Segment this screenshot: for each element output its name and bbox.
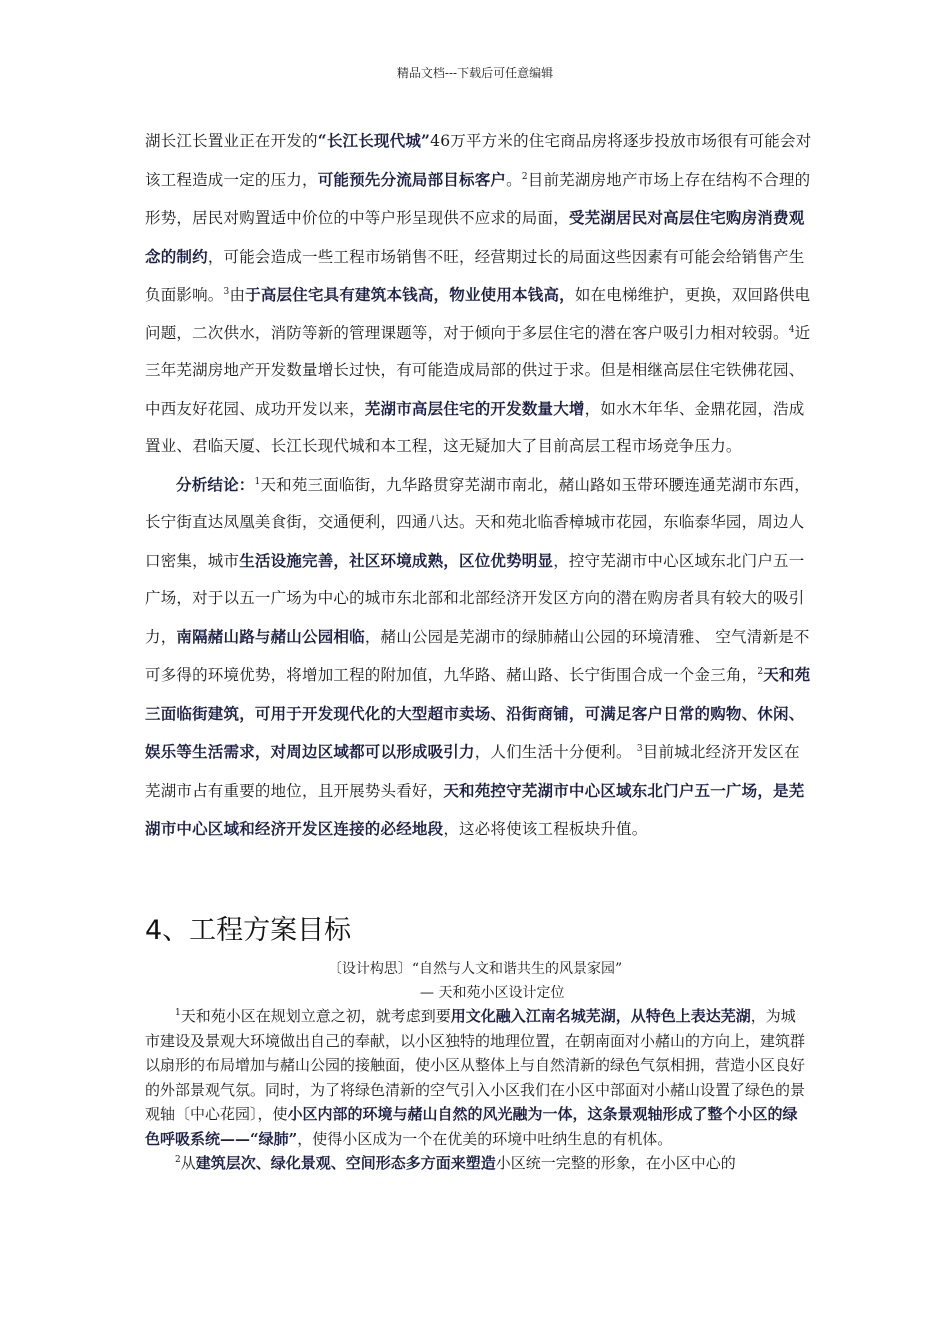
design-concept-subtitle: — 天和苑小区设计定位 — [420, 985, 565, 1001]
design-concept-title: 〔设计构思〕“自然与人文和谐共生的风景家园” — [327, 961, 623, 977]
page-header: 精品文档---下载后可任意编辑 — [396, 66, 554, 80]
paragraph-design-1: $^1$天和苑小区在规划立意之初，就考虑到要用文化融入江南名城芜湖，从特色上表达芜湖，为城市建设及景观大环境做出自己的奉献，以小区独特的地理位置，在朝南面对小赭山的方向上，建筑群以扇形的布局增加与赭山公园的接触面，使小区从整体上与自然清新的绿色气氛相拥，营造小区良好的外部景观气氛。同时，为了将绿色清新的空气引入小区我们在小区中部面对小赭山设置了绿色的景观轴〔中心花园〕，使小区内部的环境与赭山自然的风光融为一体，这条景观轴形成了整个小区的绿色呼吸系统——“绿肺”，使得小区成为一个在优美的环境中吐纳生息的有机体。 — [145, 1007, 806, 1148]
analysis-section — [145, 122, 815, 849]
design-section — [145, 1004, 810, 1176]
paragraph-design-2: $^2$从建筑层次、绿化景观、空间形态多方面来塑造小区统一完整的形象，在小区中心的 — [175, 1154, 736, 1172]
paragraph-risks: 湖长江长置业正在开发的“长江长现代城”46万平方米的住宅商品房将逐步投放市场很有可能会对该工程造成一定的压力，可能预先分流局部目标客户。$^2$目前芜湖房地产市场上存在结构不合理的形势，居民对购置适中价位的中等户形呈现供不应求的局面，受芜湖居民对高层住宅购房消费观念的制约，可能会造成一些工程市场销售不旺，经营期过长的局面这些因素有可能会给销售产生负面影响。$^3$由于高层住宅具有建筑本钱高，物业使用本钱高，如在电梯维护，更换，双回路供电问题，二次供水，消防等新的管理课题等，对于倾向于多层住宅的潜在客户吸引力相对较弱。$^4$近三年芜湖房地产开发数量增长过快，有可能造成局部的供过于求。但是相继高层住宅铁佛花园、中西友好花园、成功开发以来，芜湖市高层住宅的开发数量大增，如水木年华、金鼎花园，浩成置业、君临天厦、长江长现代城和本工程，这无疑加大了目前高层工程市场竞争压力。 — [145, 131, 812, 455]
section-heading: 4、工程方案目标 — [145, 915, 352, 946]
paragraph-conclusion: 分析结论：$^1$天和苑三面临街，九华路贯穿芜湖市南北，赭山路如玉带环腰连通芜湖市东西， 长宁街直达凤凰美食街，交通便利，四通八达。天和苑北临香樟城市花园，东临泰华园，周边人口密集，城市生活设施完善，社区环境成熟，区位优势明显，控守芜湖市中心区域东北门户五一广场，对于以五一广场为中心的城市东北部和北部经济开发区方向的潜在购房者具有较大的吸引力，南隔赭山路与赭山公园相临，赭山公园是芜湖市的绿肺赭山公园的环境清雅、 空气清新是不可多得的环境优势，将增加工程的附加值，九华路、赭山路、长宁街围合成一个金三角，$^2$天和苑三面临街建筑，可用于开发现代化的大型超市卖场、沿街商铺，可满足客户日常的购物、休闲、娱乐等生活需求，对周边区域都可以形成吸引力，人们生活十分便利。 $^3$目前城北经济开发区在芜湖市占有重要的地位，且开展势头看好，天和苑控守芜湖市中心区域东北门户五一广场，是芜湖市中心区域和经济开发区连接的必经地段，这必将使该工程板块升值。 — [145, 474, 811, 838]
